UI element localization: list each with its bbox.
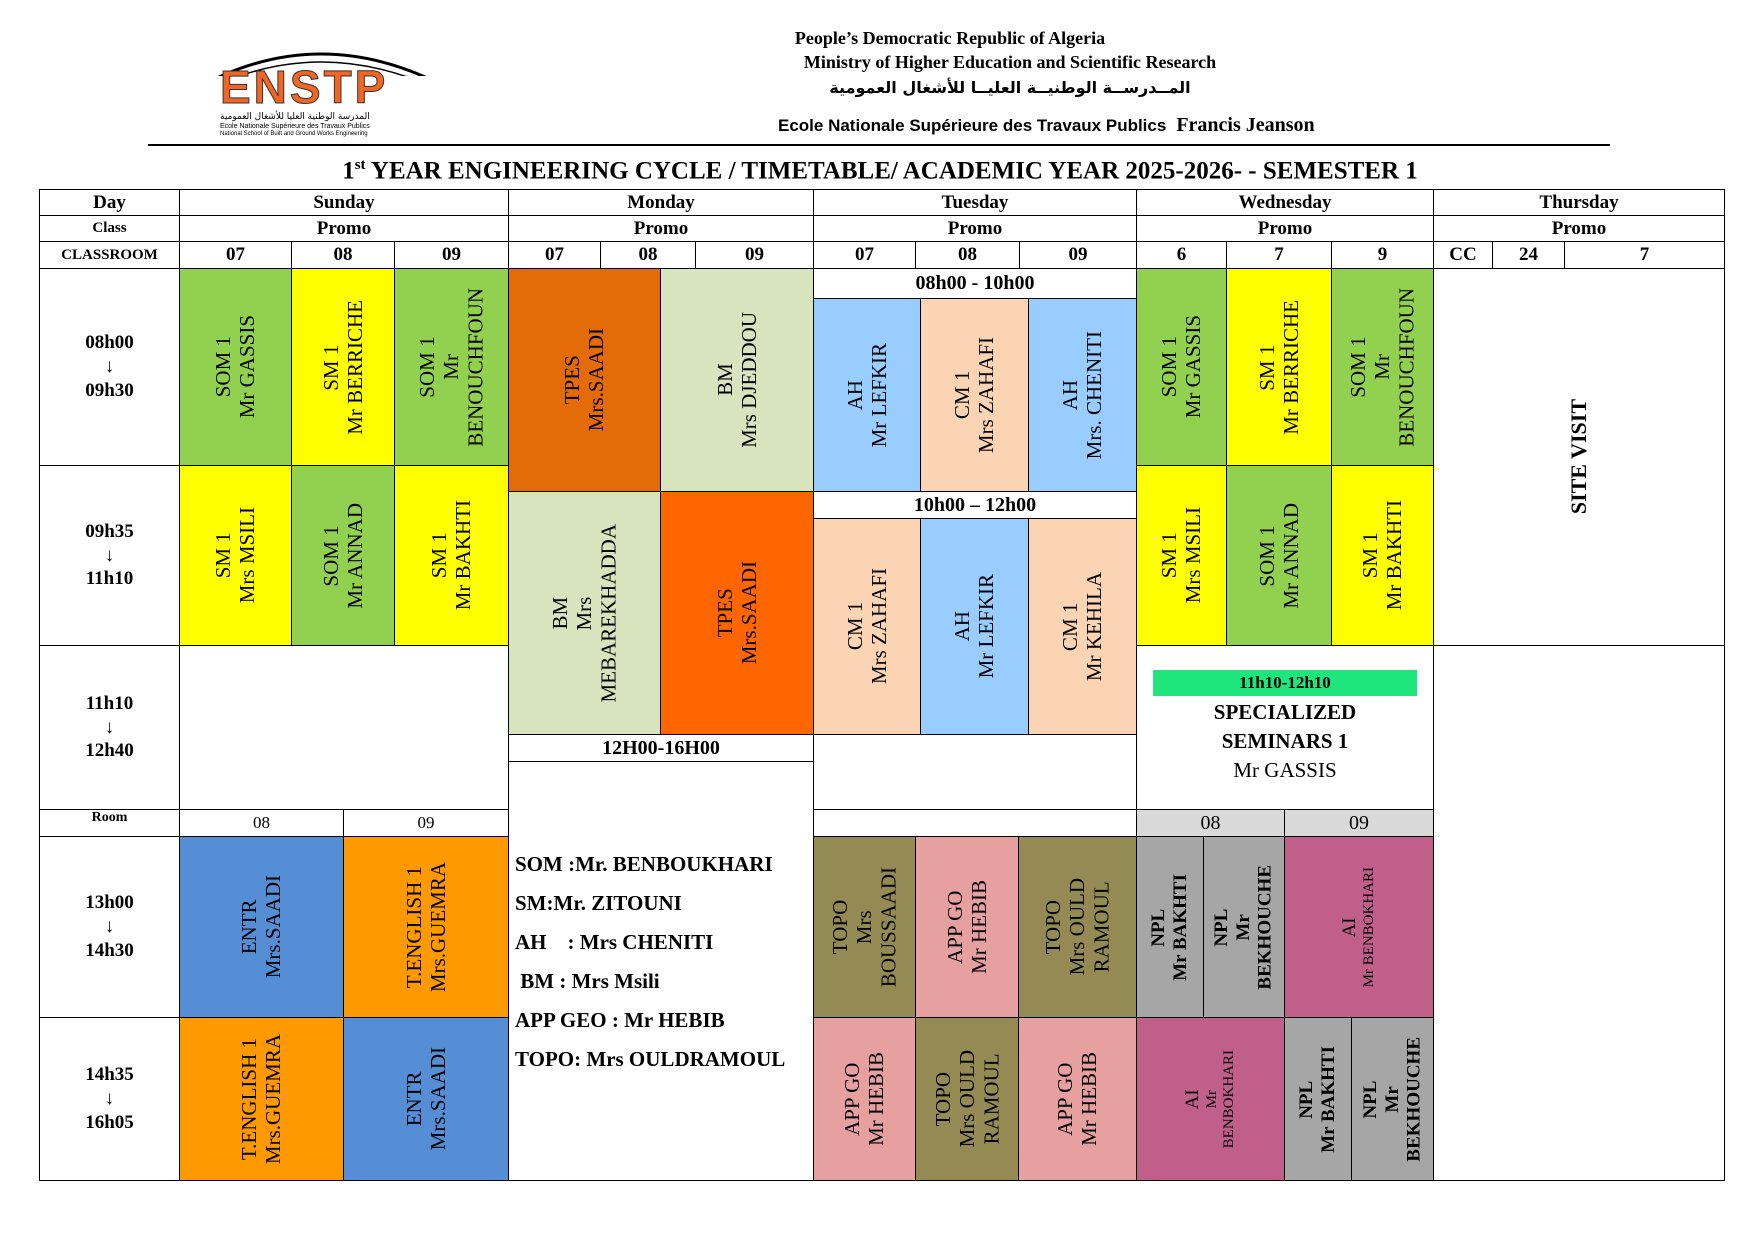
teacher: Mr	[1233, 913, 1255, 941]
teacher: Mr	[1370, 354, 1395, 380]
course: NPL	[1148, 908, 1170, 946]
course: SOM 1	[1254, 524, 1279, 587]
session-wed-1-3[interactable]	[1331, 268, 1434, 466]
teacher: Mrs. CHENITI	[1082, 330, 1107, 460]
room-thu-3: 7	[1564, 241, 1725, 269]
session-mon-2-2[interactable]	[660, 491, 814, 735]
logo-subtitle-ar: المدرسة الوطنية العليا للأشغال العمومية	[220, 112, 370, 122]
course: T.ENGLISH 1	[401, 865, 426, 989]
session-tue-1-2[interactable]	[920, 298, 1029, 492]
course: AI	[1182, 1088, 1204, 1110]
room-label: Room	[39, 809, 180, 837]
teacher-2: BENOUCHFOUN	[463, 287, 488, 447]
time-start: 09h35	[85, 520, 134, 542]
course: ENTR	[237, 899, 262, 955]
time-start: 08h00	[85, 332, 134, 354]
seminar-time: 11h10-12h10	[1153, 670, 1417, 696]
room-tue-2: 08	[915, 241, 1020, 269]
time-slot-5	[39, 1017, 180, 1181]
title-rest: YEAR ENGINEERING CYCLE / TIMETABLE/ ACADEMIC YEAR 2025-2026- - SEMESTER 1	[365, 157, 1418, 185]
time-slot-2	[39, 465, 180, 646]
room-sun-3: 09	[394, 241, 509, 269]
seminar-title-1: SPECIALIZED	[1213, 700, 1357, 724]
course: SM 1	[211, 532, 236, 579]
header-day: Day	[39, 189, 180, 216]
teacher: Mr BERRICHE	[343, 299, 367, 435]
legend-item: APP GEO : Mr HEBIB	[515, 1008, 725, 1032]
session-tue-4-3[interactable]	[1018, 836, 1137, 1018]
legend-item: TOPO: Mrs OULDRAMOUL	[515, 1047, 786, 1071]
course: CM 1	[1058, 602, 1083, 651]
teacher: Mrs ZAHAFI	[974, 336, 999, 454]
time-end: 12h40	[85, 740, 134, 762]
course: AI	[1339, 916, 1361, 938]
session-tue-5-3[interactable]	[1018, 1017, 1137, 1181]
promo-thursday: Promo	[1433, 215, 1725, 242]
time-arrow: ↓	[104, 1088, 115, 1110]
time-arrow: ↓	[104, 716, 115, 738]
room-sun-2: 08	[291, 241, 395, 269]
session-tue-5-1[interactable]	[813, 1017, 916, 1181]
course: SM 1	[427, 532, 452, 579]
room-wed-pm-2: 09	[1284, 809, 1434, 837]
logo-subtitle-en: National School of Built and Ground Works Engineering	[220, 131, 368, 137]
course: SOM 1	[211, 336, 236, 398]
teacher-2: BENBOKHARI	[1221, 1049, 1238, 1149]
course: SM 1	[318, 343, 343, 391]
course: TPES	[712, 588, 737, 638]
room-wed-pm-1: 08	[1136, 809, 1285, 837]
session-sun-1-2[interactable]	[291, 268, 395, 466]
empty-tue-room	[813, 809, 1137, 837]
course: SOM 1	[1346, 336, 1371, 398]
time-end: 14h30	[85, 939, 134, 961]
session-wed-5-1[interactable]	[1136, 1017, 1285, 1181]
teacher: Mrs ZAHAFI	[867, 568, 891, 685]
empty-tue-3	[813, 734, 1137, 810]
course: CM 1	[950, 370, 975, 420]
teacher: Mrs	[572, 596, 597, 630]
teacher: Mrs.SAADI	[737, 561, 761, 665]
course: NPL	[1296, 1080, 1318, 1118]
time-arrow: ↓	[104, 356, 115, 378]
teacher: Mr ANNAD	[1279, 502, 1303, 609]
teacher: Mrs	[852, 910, 877, 944]
session-wed-4-1[interactable]	[1136, 836, 1204, 1018]
time-slot-1	[39, 268, 180, 466]
header-thursday: Thursday	[1433, 189, 1725, 216]
room-thu-2: 24	[1492, 241, 1565, 269]
header-classroom: CLASSROOM	[39, 241, 180, 269]
room-mon-2: 08	[600, 241, 696, 269]
title-sup: st	[354, 157, 366, 173]
session-mon-1-1[interactable]	[508, 268, 661, 492]
session-wed-2-3[interactable]	[1331, 465, 1434, 646]
teacher: Mr	[1381, 1085, 1403, 1113]
legend-box	[508, 761, 814, 1181]
teacher: Mrs MSILI	[235, 507, 260, 604]
teacher-2: MEBAREKHADDA	[596, 523, 621, 703]
teacher: Mr BAKHTI	[1170, 873, 1191, 981]
course: TOPO	[930, 1071, 955, 1127]
room-tue-3: 09	[1019, 241, 1137, 269]
course: SOM 1	[415, 336, 440, 398]
legend-item: BM : Mrs Msili	[515, 969, 660, 993]
session-tue-1-1[interactable]	[813, 298, 921, 492]
header-arabic: المــدرســة الوطنيــة العليــا للأشغال العمومية	[829, 78, 1191, 97]
session-sun-2-1[interactable]	[179, 465, 292, 646]
time-end: 09h30	[85, 379, 134, 401]
teacher-legend	[509, 762, 785, 1086]
teacher: Mr HEBIB	[864, 1052, 889, 1146]
session-wed-5-2[interactable]	[1284, 1017, 1352, 1181]
room-sun-1: 07	[179, 241, 292, 269]
teacher: Mr GASSIS	[1181, 315, 1206, 419]
room-thu-1: CC	[1433, 241, 1493, 269]
room-wed-2: 7	[1226, 241, 1332, 269]
school-name: Francis Jeanson	[1176, 114, 1315, 136]
header-ministry: Ministry of Higher Education and Scientific Research	[803, 52, 1217, 72]
session-mon-2-1[interactable]	[508, 491, 661, 735]
header-sunday: Sunday	[179, 189, 509, 216]
course: NPL	[1359, 1080, 1381, 1118]
legend-item: SOM :Mr. BENBOUKHARI	[515, 852, 773, 876]
teacher: Mrs.SAADI	[261, 875, 286, 979]
course: TOPO	[828, 899, 853, 955]
timeband-tue-2: 10h00 – 12h00	[813, 491, 1137, 519]
session-wed-1-1[interactable]	[1136, 268, 1227, 466]
time-start: 13h00	[85, 892, 134, 914]
session-tue-2-2[interactable]	[920, 518, 1029, 735]
session-wed-1-2[interactable]	[1226, 268, 1332, 466]
session-wed-4-2[interactable]	[1203, 836, 1285, 1018]
course: BM	[712, 363, 737, 397]
room-sun-pm-1: 08	[179, 809, 344, 837]
session-wed-2-1[interactable]	[1136, 465, 1227, 646]
header-class: Class	[39, 215, 180, 242]
time-slot-4	[39, 836, 180, 1018]
session-sun-5-1[interactable]	[179, 1017, 344, 1181]
session-tue-2-3[interactable]	[1028, 518, 1137, 735]
teacher: Mr	[1204, 1089, 1221, 1109]
session-tue-5-2[interactable]	[915, 1017, 1019, 1181]
time-end: 11h10	[85, 568, 134, 590]
session-wed-4-3[interactable]	[1284, 836, 1434, 1018]
session-sun-5-2[interactable]	[343, 1017, 509, 1181]
room-tue-1: 07	[813, 241, 916, 269]
promo-monday: Promo	[508, 215, 814, 242]
teacher: Mr HEBIB	[967, 880, 991, 974]
teacher: Mr BAKHTI	[1318, 1045, 1339, 1153]
course: SM 1	[1254, 343, 1279, 391]
course: NPL	[1211, 908, 1233, 946]
header-country: People’s Democratic Republic of Algeria	[794, 28, 1106, 48]
session-sun-2-2[interactable]	[291, 465, 395, 646]
teacher-2: BENOUCHFOUN	[1394, 287, 1419, 447]
teacher: Mrs.SAADI	[584, 328, 609, 432]
course: APP GO	[840, 1062, 865, 1136]
legend-item: SM:Mr. ZITOUNI	[515, 891, 682, 915]
course: SOM 1	[1157, 336, 1182, 398]
room-mon-3: 09	[695, 241, 814, 269]
teacher-2: BOUSSAADI	[876, 866, 901, 988]
empty-sun-3	[179, 645, 509, 810]
course: SOM 1	[318, 524, 343, 587]
timeband-tue-1: 08h00 - 10h00	[813, 268, 1137, 299]
teacher: Mr LEFKIR	[974, 574, 999, 679]
teacher: Mrs.GUEMRA	[261, 1033, 286, 1165]
school-label: Ecole Nationale Supérieure des Travaux Publics	[778, 116, 1167, 135]
session-sun-2-3[interactable]	[394, 465, 509, 646]
time-end: 16h05	[85, 1111, 134, 1133]
course: APP GO	[1053, 1062, 1078, 1136]
teacher: Mr LEFKIR	[867, 342, 891, 448]
site-visit-label: SITE VISIT	[1566, 399, 1592, 515]
session-wed-5-3[interactable]	[1351, 1017, 1434, 1181]
course: SM 1	[1157, 532, 1182, 579]
course: ENTR	[401, 1071, 426, 1127]
course: T.ENGLISH 1	[237, 1037, 262, 1161]
course: AH	[1058, 379, 1083, 411]
promo-sunday: Promo	[179, 215, 509, 242]
teacher: Mr GASSIS	[235, 315, 260, 419]
teacher-2: BEKHOUCHE	[1403, 1036, 1425, 1162]
time-slot-3	[39, 645, 180, 810]
header-wednesday: Wednesday	[1136, 189, 1434, 216]
teacher: Mr ANNAD	[343, 502, 367, 609]
time-arrow: ↓	[104, 544, 115, 566]
course: CM 1	[842, 602, 867, 651]
course: SM 1	[1358, 532, 1383, 579]
teacher: Mrs DJEDDOU	[737, 312, 761, 448]
session-wed-2-2[interactable]	[1226, 465, 1332, 646]
teacher-2: RAMOUL	[979, 1053, 1004, 1145]
course: AH	[950, 611, 975, 642]
time-start: 11h10	[85, 692, 134, 714]
time-start: 14h35	[85, 1064, 134, 1086]
time-arrow: ↓	[104, 916, 115, 938]
logo-subtitle-fr: Ecole Nationale Supérieure des Travaux Publics	[220, 123, 370, 130]
teacher: Mrs.GUEMRA	[426, 861, 450, 993]
teacher: Mrs MSILI	[1181, 507, 1206, 604]
timeband-mon-pm: 12H00-16H00	[508, 734, 814, 762]
logo-text: ENSTP	[220, 61, 389, 113]
header-monday: Monday	[508, 189, 814, 216]
course: TOPO	[1041, 899, 1066, 955]
teacher: Mrs OULD	[1065, 878, 1090, 976]
teacher: Mr BAKHTI	[1382, 500, 1407, 611]
teacher-2: RAMOUL	[1089, 881, 1114, 973]
session-tue-2-1[interactable]	[813, 518, 921, 735]
course: APP GO	[942, 890, 967, 964]
room-mon-1: 07	[508, 241, 601, 269]
teacher: Mr BAKHTI	[451, 500, 476, 611]
teacher: Mrs.SAADI	[426, 1047, 450, 1151]
title-prefix: 1	[342, 157, 355, 185]
session-sun-1-1[interactable]	[179, 268, 292, 466]
empty-thu-pm	[1433, 645, 1725, 1181]
seminar-title-2: SEMINARS 1	[1221, 729, 1349, 753]
promo-wednesday: Promo	[1136, 215, 1434, 242]
promo-tuesday: Promo	[813, 215, 1137, 242]
session-sun-4-1[interactable]	[179, 836, 344, 1018]
legend-item: AH : Mrs CHENITI	[515, 930, 714, 954]
course: TPES	[560, 355, 585, 405]
teacher: Mr BERRICHE	[1279, 299, 1303, 435]
course: BM	[548, 596, 573, 630]
teacher: Mr HEBIB	[1077, 1052, 1102, 1146]
seminar-teacher: Mr GASSIS	[1233, 758, 1337, 782]
teacher: Mrs OULD	[954, 1050, 979, 1148]
seminar-box[interactable]	[1136, 645, 1434, 810]
room-wed-3: 9	[1331, 241, 1434, 269]
teacher: Mr	[439, 354, 464, 380]
session-mon-1-2[interactable]	[660, 268, 814, 492]
site-visit[interactable]	[1433, 268, 1725, 646]
room-wed-1: 6	[1136, 241, 1227, 269]
header-tuesday: Tuesday	[813, 189, 1137, 216]
session-tue-1-3[interactable]	[1028, 298, 1137, 492]
teacher: Mr KEHILA	[1082, 571, 1107, 682]
session-sun-1-3[interactable]	[394, 268, 509, 466]
room-sun-pm-2: 09	[343, 809, 509, 837]
session-sun-4-2[interactable]	[343, 836, 509, 1018]
teacher-2: BEKHOUCHE	[1254, 864, 1276, 990]
teacher: Mr BENBOKHARI	[1361, 866, 1378, 988]
course: AH	[842, 379, 867, 411]
session-tue-4-2[interactable]	[915, 836, 1019, 1018]
session-tue-4-1[interactable]	[813, 836, 916, 1018]
